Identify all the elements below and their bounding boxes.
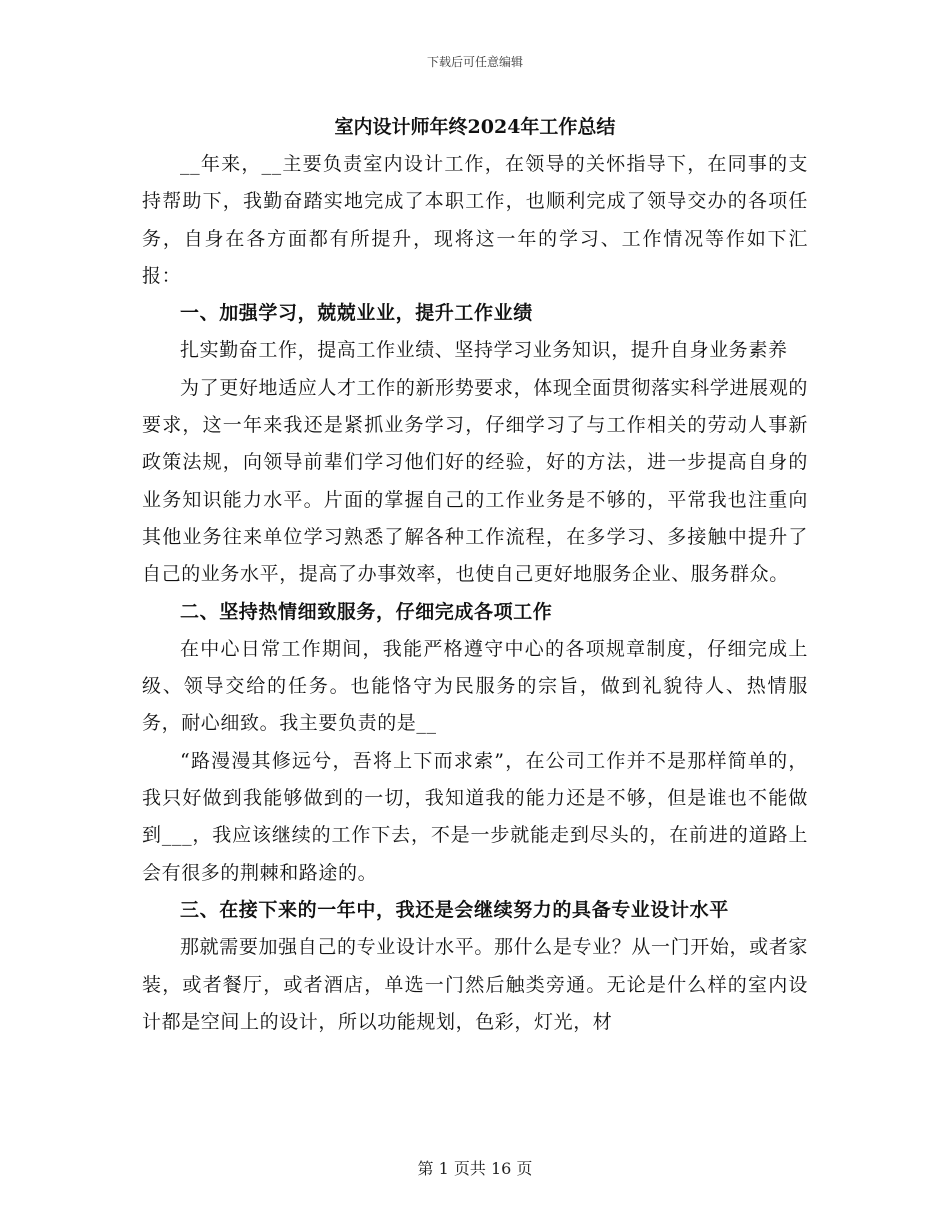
section-heading-3: 三、在接下来的一年中，我还是会继续努力的具备专业设计水平 bbox=[180, 898, 729, 921]
paragraph-1b: 为了更好地适应人才工作的新形势要求，体现全面贯彻落实科学进展观的要求，这一年来我还是紧抓业务学习，仔细学习了与工作相关的劳动人事新政策法规，向领导前辈们学习他们好的经验，好的方法，进一步提高自身的业务知识能力水平。片面的掌握自己的工作业务是不够的，平常我也注重向其他业务往来单位学习熟悉了解各种工作流程，在多学习、多接触中提升了自己的业务水平，提高了办事效率，也使自己更好地服务企业、服务群众。 bbox=[142, 376, 808, 586]
paragraph-intro: __年来，__主要负责室内设计工作，在领导的关怀指导下，在同事的支持帮助下，我勤奋踏实地完成了本职工作，也顺利完成了领导交办的各项任务，自身在各方面都有所提升，现将这一年的学习、工作情况等作如下汇报： bbox=[142, 153, 808, 287]
document-body bbox=[142, 112, 808, 1041]
paragraph-2b: “路漫漫其修远兮，吾将上下而求索”，在公司工作并不是那样简单的，我只好做到我能够做到的一切，我知道我的能力还是不够，但是谁也不能做到___，我应该继续的工作下去，不是一步就能走到尽头的，在前进的道路上会有很多的荆棘和路途的。 bbox=[142, 749, 808, 884]
section-heading-1: 一、加强学习，兢兢业业，提升工作业绩 bbox=[180, 302, 533, 325]
document-title: 室内设计师年终2024年工作总结 bbox=[334, 116, 616, 138]
paragraph-3a: 那就需要加强自己的专业设计水平。那什么是专业？从一门开始，或者家装，或者餐厅，或者酒店，单选一门然后触类旁通。无论是什么样的室内设计都是空间上的设计，所以功能规划，色彩，灯光，材 bbox=[142, 936, 808, 1033]
section-heading-2: 二、坚持热情细致服务，仔细完成各项工作 bbox=[180, 600, 553, 623]
page-header-note: 下载后可任意编辑 bbox=[426, 55, 523, 69]
paragraph-2a: 在中心日常工作期间，我能严格遵守中心的各项规章制度，仔细完成上级、领导交给的任务。也能恪守为民服务的宗旨，做到礼貌待人、热情服务，耐心细致。我主要负责的是__ bbox=[142, 637, 808, 735]
paragraph-1a: 扎实勤奋工作，提高工作业绩、坚持学习业务知识，提升自身业务素养 bbox=[180, 339, 788, 362]
page-number: 第 1 页共 16 页 bbox=[417, 1159, 533, 1178]
